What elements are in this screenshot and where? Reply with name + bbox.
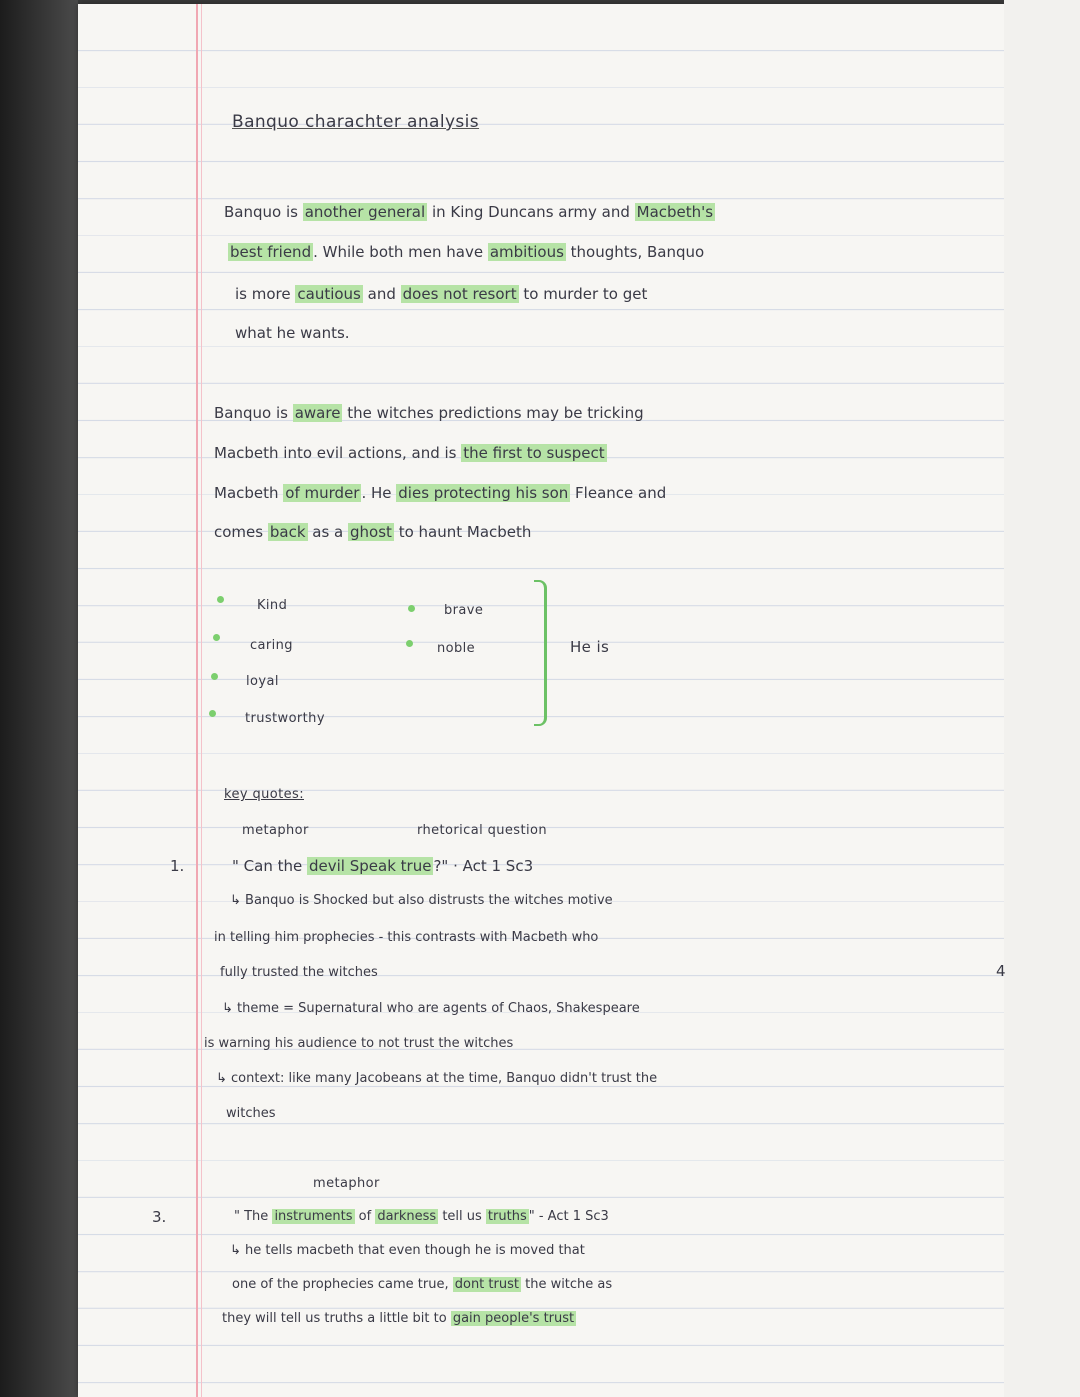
para2-l4-c: to haunt Macbeth	[393, 523, 532, 541]
q1-metaphor-label: metaphor	[242, 823, 309, 838]
he-is-label: He is	[570, 638, 610, 656]
q2-a1-text: he tells macbeth that even though he is moved that	[245, 1243, 585, 1258]
margin-line-secondary	[201, 4, 202, 1397]
para2-l3-hl: of murder	[285, 484, 360, 502]
bullet-dot	[213, 634, 220, 641]
q2-quote-mid2: tell us	[438, 1209, 486, 1224]
q2-analysis-3	[222, 1311, 576, 1326]
para2-line2	[214, 444, 607, 462]
trait-caring: caring	[250, 638, 293, 653]
para2-l1-a: Banquo is	[214, 404, 293, 422]
q2-quote-pre: " The	[234, 1209, 273, 1224]
q2-quote-hl2: darkness	[377, 1209, 437, 1224]
q1-analysis-6: ↳ context: like many Jacobeans at the time, Banquo didn't trust the	[216, 1071, 658, 1086]
q2-a2-post: the witche as	[520, 1277, 613, 1292]
q2-analysis-1: ↳ he tells macbeth that even though he is moved that	[230, 1243, 585, 1258]
q2-analysis-2	[232, 1277, 612, 1292]
bullet-dot	[406, 640, 413, 647]
q2-quote-hl1: instruments	[274, 1209, 353, 1224]
para1-line4: what he wants.	[235, 324, 350, 342]
page-right-edge	[1004, 0, 1080, 1397]
para2-l2-hl: the first to suspect	[463, 444, 605, 462]
para1-l2-hl2: ambitious	[489, 243, 564, 261]
para2-line1	[214, 404, 644, 422]
para1-l1-hl: another general	[304, 203, 426, 221]
q2-quote-post: " - Act 1 Sc3	[528, 1209, 609, 1224]
q1-analysis-7: witches	[226, 1106, 276, 1121]
q2-number: 3.	[152, 1208, 167, 1226]
para1-l3-hl: cautious	[297, 285, 361, 303]
para2-l1-hl: aware	[294, 404, 341, 422]
bullet-dot	[209, 710, 216, 717]
q2-a2-pre: one of the prophecies came true,	[232, 1277, 453, 1292]
para2-l4-b: as a	[307, 523, 349, 541]
para1-l3-b: and	[362, 285, 401, 303]
para1-line1	[224, 203, 715, 221]
para1-l2-a: . While both men have	[313, 243, 488, 261]
q2-a3-pre: they will tell us truths a little bit to	[222, 1311, 451, 1326]
curly-brace	[534, 580, 547, 726]
para2-l4-hl2: ghost	[350, 523, 392, 541]
binder-edge	[0, 0, 78, 1397]
q1-quote-hl: devil Speak true	[309, 857, 432, 875]
q1-analysis-4: ↳ theme = Supernatural who are agents of Chaos, Shakespeare	[222, 1001, 640, 1016]
para1-l1-b: in King Duncans army and	[427, 203, 635, 221]
page-title: Banquo charachter analysis	[232, 112, 480, 132]
q1-quote	[232, 857, 533, 875]
q1-number: 1.	[170, 857, 185, 875]
para2-l3-c: Fleance and	[570, 484, 667, 502]
bullet-dot	[217, 596, 224, 603]
q1-quote-post: ?" · Act 1 Sc3	[433, 857, 534, 875]
para2-line3	[214, 484, 666, 502]
q1-quote-pre: " Can the	[232, 857, 307, 875]
trait-brave: brave	[444, 603, 484, 618]
q2-metaphor-label: metaphor	[313, 1176, 380, 1191]
para1-l2-b: thoughts, Banquo	[565, 243, 705, 261]
q2-a2-hl: dont trust	[454, 1277, 519, 1292]
q2-a3-hl: gain people's trust	[452, 1311, 575, 1326]
q1-a4-text: theme = Supernatural who are agents of Chaos, Shakespeare	[237, 1001, 640, 1016]
trait-kind: Kind	[257, 598, 288, 613]
para2-l3-hl2: dies protecting his son	[398, 484, 569, 502]
side-mark: 4	[996, 962, 1006, 980]
q1-rhetorical-label: rhetorical question	[417, 823, 547, 838]
para1-l3-hl2: does not resort	[402, 285, 517, 303]
para1-l1-a: Banquo is	[224, 203, 303, 221]
q2-quote-hl3: truths	[487, 1209, 527, 1224]
para2-l3-b: . He	[361, 484, 397, 502]
q1-a6-text: context: like many Jacobeans at the time, Banquo didn't trust the	[231, 1071, 658, 1086]
q1-analysis-1: ↳ Banquo is Shocked but also distrusts the witches motive	[230, 893, 613, 908]
para2-l3-a: Macbeth	[214, 484, 284, 502]
para2-l4-a: comes	[214, 523, 268, 541]
para2-l2-a: Macbeth into evil actions, and is	[214, 444, 462, 462]
para2-line4	[214, 523, 531, 541]
q1-analysis-2: in telling him prophecies - this contrasts with Macbeth who	[214, 930, 599, 945]
margin-line	[196, 4, 198, 1397]
para1-l1-hl2: Macbeth's	[636, 203, 714, 221]
q2-quote	[234, 1209, 609, 1224]
trait-loyal: loyal	[246, 674, 279, 689]
q2-quote-mid: of	[354, 1209, 376, 1224]
q1-analysis-3: fully trusted the witches	[220, 965, 378, 980]
para1-line3	[235, 285, 647, 303]
trait-noble: noble	[437, 641, 476, 656]
para2-l1-b: the witches predictions may be tricking	[342, 404, 644, 422]
para1-l3-a: is more	[235, 285, 296, 303]
trait-trustworthy: trustworthy	[245, 711, 325, 726]
q1-a1-text: Banquo is Shocked but also distrusts the witches motive	[245, 893, 613, 908]
bullet-dot	[211, 673, 218, 680]
para1-l2-hl: best friend	[230, 243, 312, 261]
q1-analysis-5: is warning his audience to not trust the witches	[204, 1036, 514, 1051]
para1-line2	[228, 243, 704, 261]
para2-l4-hl: back	[269, 523, 306, 541]
para1-l3-c: to murder to get	[518, 285, 648, 303]
key-quotes-heading: key quotes:	[224, 787, 304, 802]
bullet-dot	[408, 605, 415, 612]
